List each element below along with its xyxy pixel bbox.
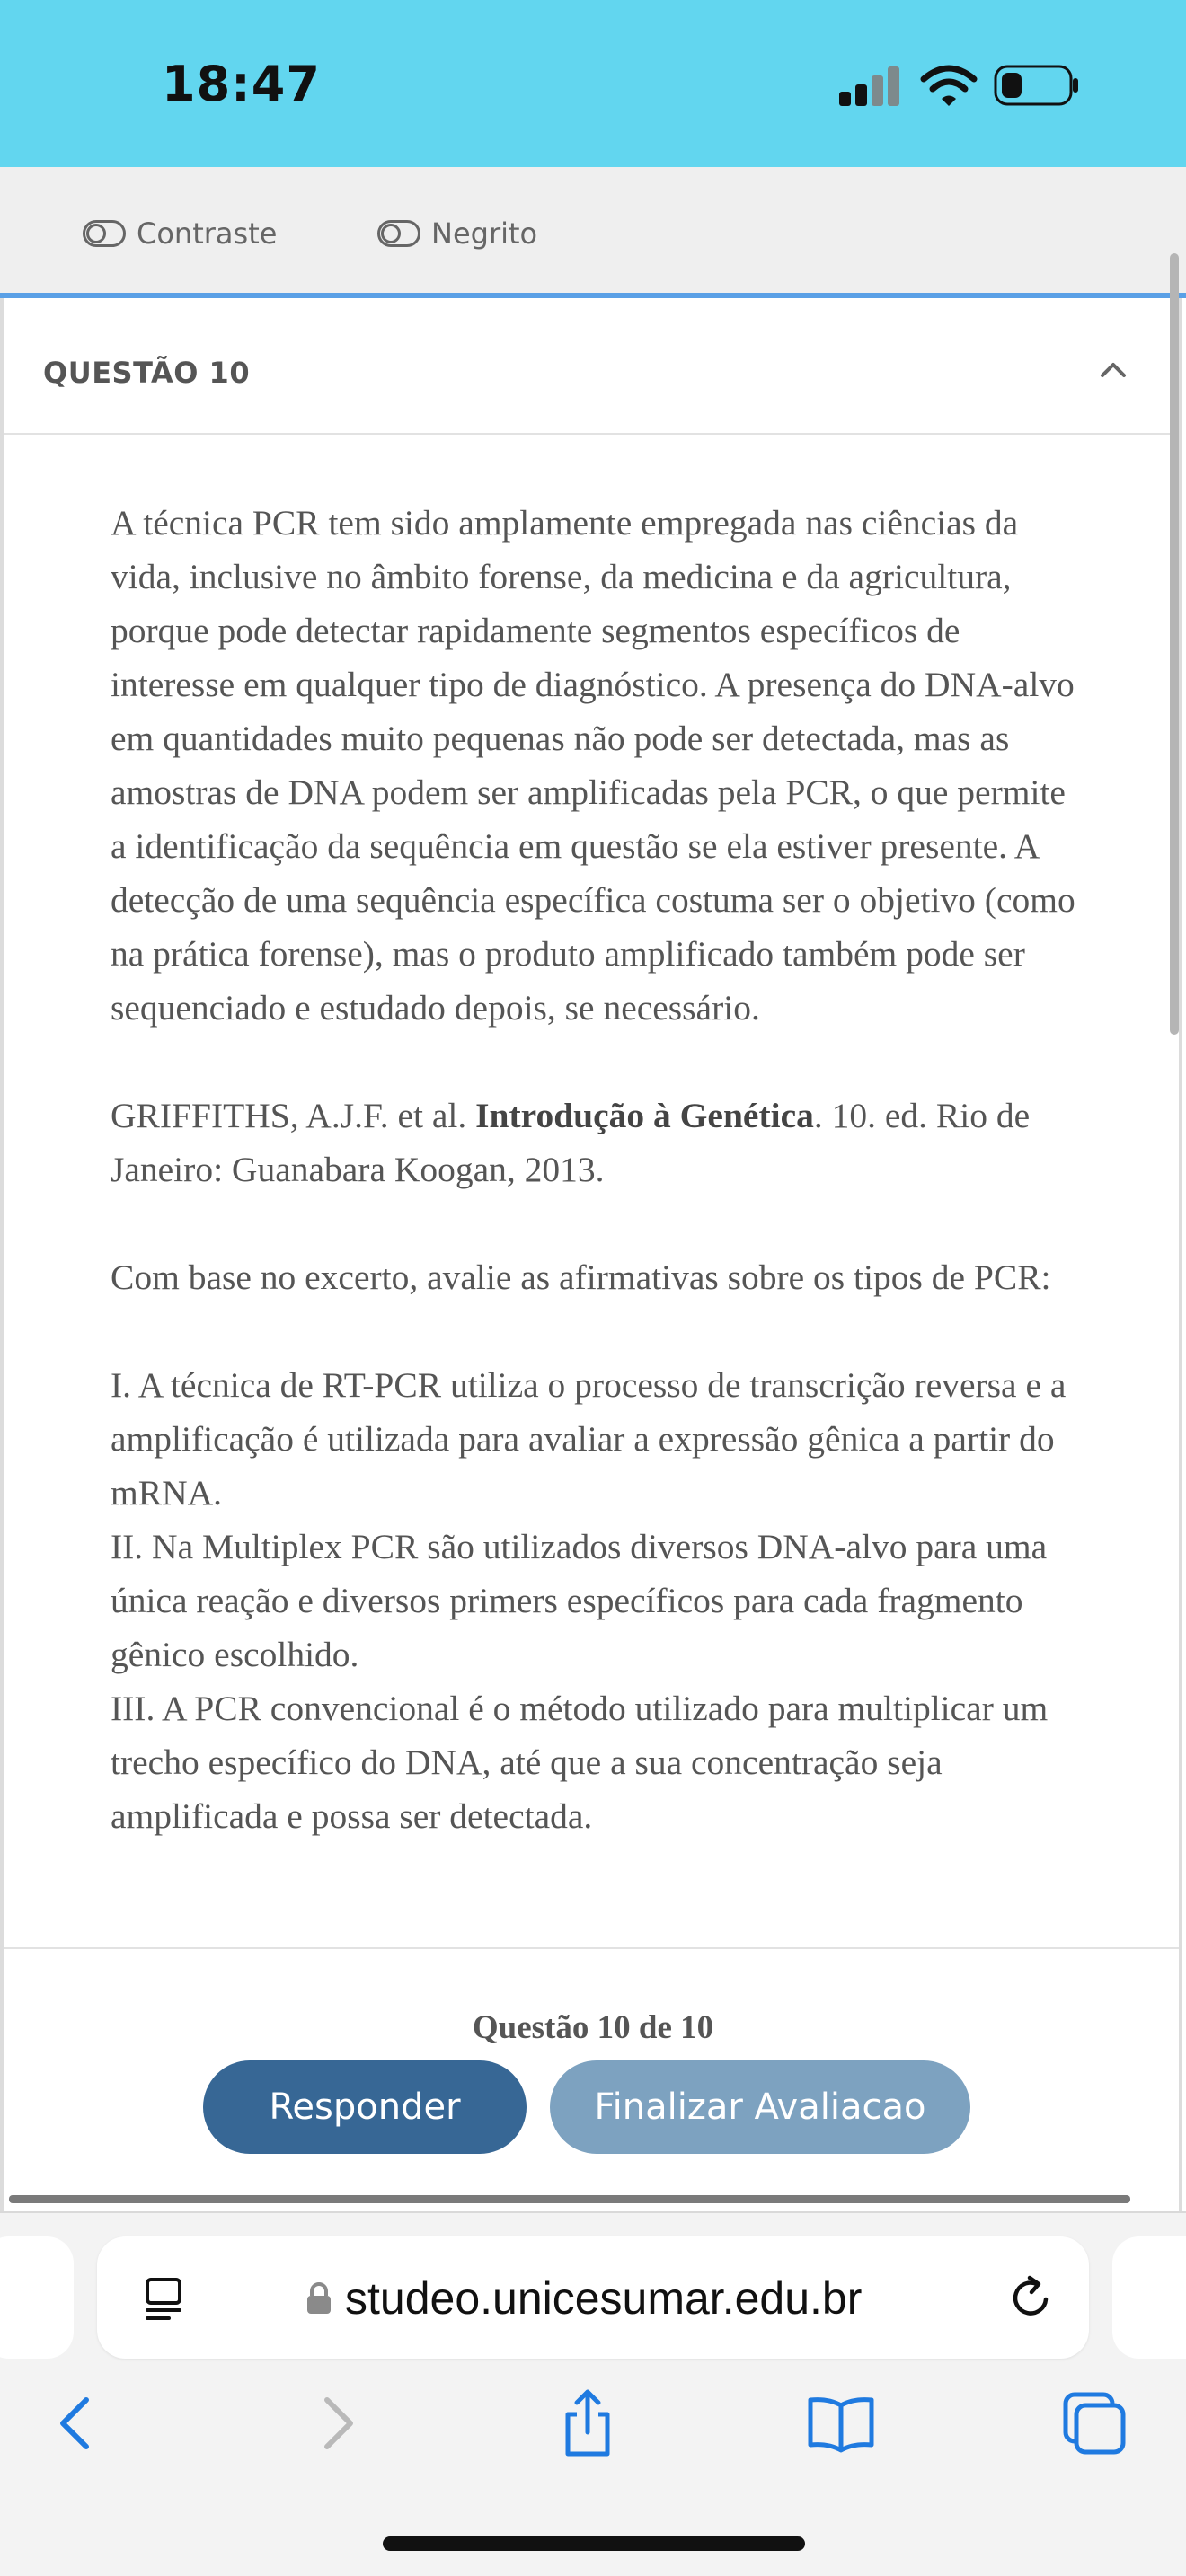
address-bar[interactable] [97,2236,1089,2359]
previous-tab-preview[interactable] [0,2236,74,2359]
wifi-icon [920,63,978,108]
share-icon[interactable] [552,2387,624,2459]
home-indicator[interactable] [383,2536,805,2551]
battery-icon [994,65,1080,106]
frame-border [1179,298,1182,2211]
answer-button[interactable]: Responder [203,2060,527,2154]
finish-evaluation-button[interactable]: Finalizar Avaliacao [550,2060,970,2154]
back-icon[interactable] [41,2387,113,2459]
question-text [111,496,1081,1843]
forward-icon[interactable] [300,2387,372,2459]
excerpt-paragraph: A técnica PCR tem sido amplamente empregada nas ciências da vida, inclusive no âmbito forense, da medicina e da agricultura, porque pode detectar rapidamente segmentos específicos de interesse em qualquer tipo de diagnóstico. A presença do DNA-alvo em quantidades muito pequenas não pode ser detectada, mas as amostras de DNA podem ser amplificadas pela PCR, o que permite a identificação da sequência em questão se ela estiver presente. A detecção de uma sequência específica costuma ser o objetivo (como na prática forense), mas o produto amplificado também pode ser sequenciado e estudado depois, se necessário. [111,503,1075,1028]
tabs-icon[interactable] [1058,2387,1130,2459]
reference-suffix: . 10. ed. Rio de Janeiro: Guanabara Koogan, 2013. [111,1096,1031,1189]
footer-divider [4,1947,1179,1949]
bold-toggle[interactable] [377,216,537,251]
question-header[interactable] [4,298,1179,435]
question-prompt: Com base no excerto, avalie as afirmativas sobre os tipos de PCR: [111,1257,1051,1297]
horizontal-scrollbar[interactable] [9,2195,1130,2203]
toggle-icon [377,220,420,247]
toggle-icon [83,220,126,247]
bold-label: Negrito [431,216,538,251]
next-tab-preview[interactable] [1112,2236,1186,2359]
url-display[interactable] [305,2272,862,2325]
status-bar [0,0,1186,167]
contrast-toggle[interactable] [83,216,277,251]
reference [111,1089,1081,1196]
lock-icon [305,2281,332,2316]
status-time: 18:47 [162,56,321,112]
statement-2: II. Na Multiplex PCR são utilizados diversos DNA-alvo para uma única reação e diversos primers específicos para cada fragmento gênico escolhido. [111,1527,1048,1674]
url-text: studeo.unicesumar.edu.br [345,2273,863,2324]
vertical-scrollbar[interactable] [1170,253,1179,1035]
statement-1: I. A técnica de RT-PCR utiliza o processo de transcrição reversa e a amplificação é utilizada para avaliar a expressão gênica a partir do mRNA. [111,1365,1067,1513]
statement-3: III. A PCR convencional é o método utilizado para multiplicar um trecho específico do DNA, até que a sua concentração seja amplificada e possa ser detectada. [111,1689,1049,1836]
chevron-up-icon[interactable] [1098,359,1128,381]
question-body[interactable] [4,437,1179,1947]
browser-nav-row [0,2378,1186,2468]
cellular-signal-icon [839,65,902,106]
bookmarks-icon[interactable] [805,2387,877,2459]
question-counter: Questão 10 de 10 [472,2009,714,2046]
reference-book-title: Introdução à Genética [475,1096,814,1135]
browser-toolbar [0,2213,1186,2576]
question-title: QUESTÃO 10 [43,356,251,390]
accessibility-toolbar [0,167,1186,296]
reference-prefix: GRIFFITHS, A.J.F. et al. [111,1096,476,1135]
contrast-label: Contraste [137,216,278,251]
page-menu-icon[interactable] [142,2274,185,2323]
reload-icon[interactable] [1006,2272,1057,2323]
